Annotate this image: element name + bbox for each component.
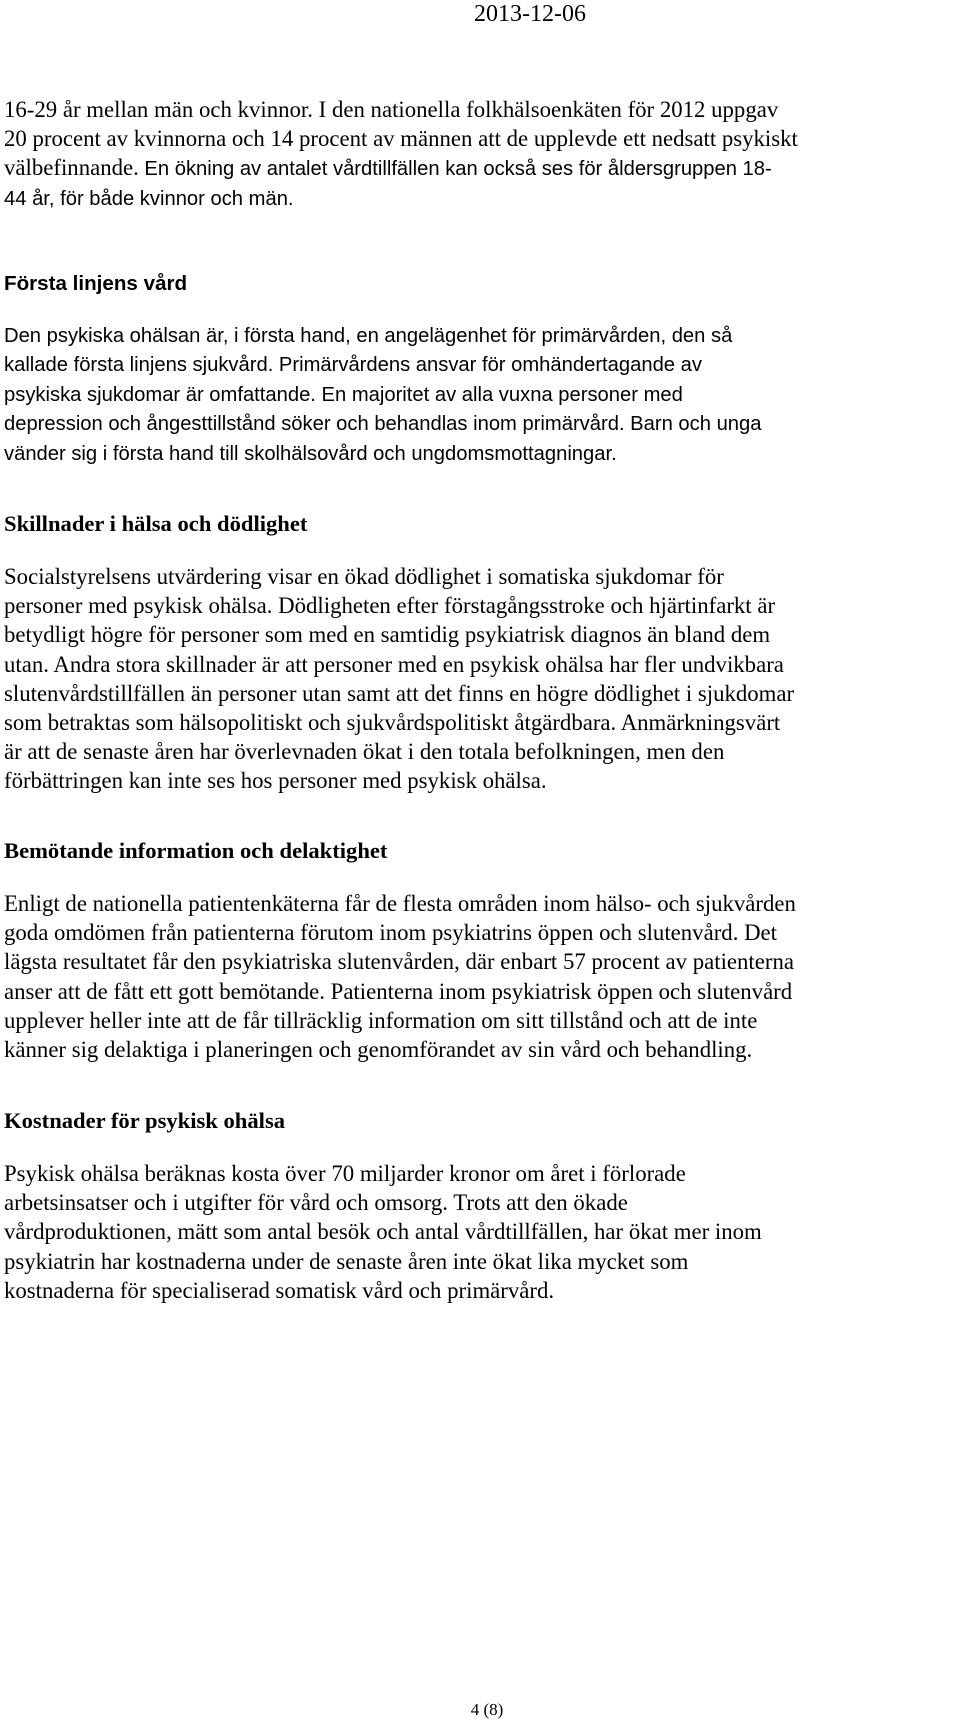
intro-line-4: 44 år, för både kvinnor och män.	[4, 187, 294, 210]
intro-paragraph	[4, 95, 798, 214]
paragraph-line: slutenvårdstillfällen än personer utan samt att det finns en högre dödlighet i sjukdomar	[4, 680, 795, 706]
paragraph-line: vänder sig i första hand till skolhälsovård och ungdomsmottagningar.	[4, 442, 617, 465]
paragraph-line: personer med psykisk ohälsa. Dödligheten efter förstagångsstroke och hjärtinfarkt är	[4, 593, 776, 619]
intro-line-1: 16-29 år mellan män och kvinnor. I den nationella folkhälsoenkäten för 2012 uppgav	[4, 97, 779, 122]
section-heading: Första linjens vård	[4, 272, 188, 295]
paragraph-line: vårdproduktionen, mätt som antal besök och antal vårdtillfällen, har ökat mer inom	[4, 1219, 762, 1245]
section-heading: Skillnader i hälsa och dödlighet	[4, 511, 308, 536]
header-date: 2013-12-06	[474, 1, 586, 27]
intro-line-2: 20 procent av kvinnorna och 14 procent av männen att de upplevde ett nedsatt psykiskt	[4, 126, 798, 152]
paragraph-line: känner sig delaktiga i planeringen och genomförandet av sin vård och behandling.	[4, 1037, 753, 1063]
paragraph-line: goda omdömen från patienterna förutom inom psykiatrins öppen och slutenvård. Det	[4, 920, 778, 946]
paragraph-line: förbättringen kan inte ses hos personer med psykisk ohälsa.	[4, 768, 547, 794]
paragraph-line: upplever heller inte att de får tillräcklig information om sitt tillstånd och att de inte	[4, 1007, 758, 1033]
paragraph-line: psykiatrin har kostnaderna under de senaste åren inte ökat lika mycket som	[4, 1248, 689, 1274]
section-kostnader	[4, 1106, 762, 1305]
paragraph-line: depression och ångesttillstånd söker och behandlas inom primärvård. Barn och unga	[4, 413, 762, 436]
paragraph-line: anser att de fått ett gott bemötande. Patienterna inom psykiatrisk öppen och slutenvård	[4, 978, 793, 1004]
paragraph-line: psykiska sjukdomar är omfattande. En majoritet av alla vuxna personer med	[4, 383, 683, 406]
section-paragraph	[4, 889, 796, 1064]
section-paragraph	[4, 322, 761, 469]
section-paragraph	[4, 1159, 762, 1305]
paragraph-line: betydligt högre för personer som med en samtidig psykiatrisk diagnos än bland dem	[4, 622, 771, 648]
section-heading: Kostnader för psykisk ohälsa	[4, 1108, 286, 1133]
section-skillnader-i-halsa	[4, 509, 794, 796]
paragraph-line: Den psykiska ohälsan är, i första hand, en angelägenhet för primärvården, den så	[4, 325, 733, 347]
section-forsta-linjens-vard	[4, 269, 761, 469]
intro-line-3-serif: välbefinnande.	[4, 155, 139, 181]
paragraph-line: är att de senaste åren har överlevnaden ökat i den totala befolkningen, men den	[4, 739, 725, 765]
paragraph-line: kallade första linjens sjukvård. Primärvårdens ansvar för omhändertagande av	[4, 354, 702, 377]
paragraph-line: Enligt de nationella patientenkäterna får de flesta områden inom hälso- och sjukvården	[4, 891, 796, 916]
paragraph-line: arbetsinsatser och i utgifter för vård och omsorg. Trots att den ökade	[4, 1190, 628, 1216]
intro-line-3	[4, 153, 798, 184]
paragraph-line: lägsta resultatet får den psykiatriska slutenvården, där enbart 57 procent av patienterna	[4, 949, 794, 975]
paragraph-line: som betraktas som hälsopolitiskt och sjukvårdspolitiskt åtgärdbara. Anmärkningsvärt	[4, 710, 781, 736]
section-paragraph	[4, 562, 794, 796]
section-heading: Bemötande information och delaktighet	[4, 838, 388, 863]
paragraph-line: kostnaderna för specialiserad somatisk vård och primärvård.	[4, 1277, 555, 1303]
paragraph-line: Socialstyrelsens utvärdering visar en ökad dödlighet i somatiska sjukdomar för	[4, 564, 724, 589]
intro-line-3-sans: En ökning av antalet vårdtillfällen kan också ses för åldersgruppen 18-	[138, 158, 772, 181]
page-number: 4 (8)	[470, 1700, 504, 1719]
paragraph-line: Psykisk ohälsa beräknas kosta över 70 miljarder kronor om året i förlorade	[4, 1161, 686, 1186]
paragraph-line: utan. Andra stora skillnader är att personer med en psykisk ohälsa har fler undvikbara	[4, 651, 784, 677]
section-bemotande-information	[4, 836, 796, 1064]
